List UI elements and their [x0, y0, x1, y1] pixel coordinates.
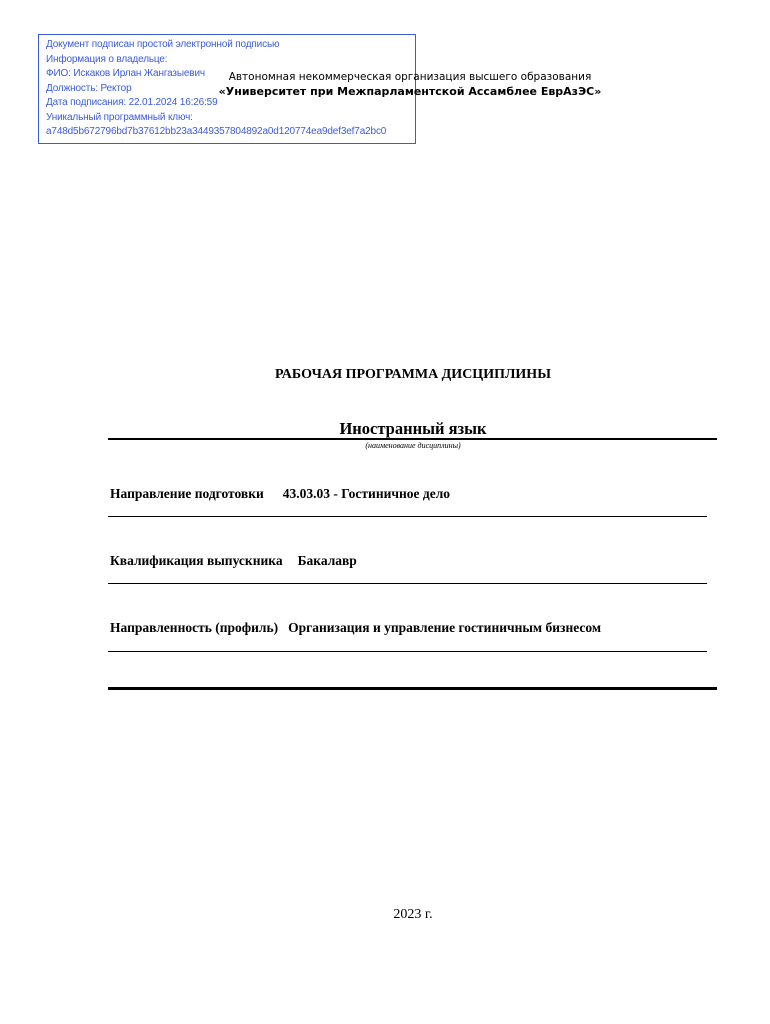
organization-name: «Университет при Межпарламентской Ассамблее ЕврАзЭС»	[218, 85, 602, 98]
stamp-owner-position: Должность: Ректор	[46, 82, 132, 94]
stamp-signing-date: Дата подписания: 22.01.2024 16:26:59	[46, 97, 218, 108]
field-direction	[110, 486, 450, 502]
stamp-key-value: a748d5b672796bd7b37612bb23a3449357804892a0d120774ea9def3ef7a2bc0	[46, 126, 387, 137]
discipline-underline	[108, 438, 717, 440]
section-divider	[108, 687, 717, 690]
qualification-value: Бакалавр	[297, 553, 357, 568]
direction-underline	[108, 516, 707, 517]
direction-value: 43.03.03 - Гостиничное дело	[282, 486, 451, 501]
field-qualification	[110, 553, 357, 569]
field-profile	[110, 620, 601, 636]
stamp-key-label: Уникальный программный ключ:	[46, 111, 193, 123]
discipline-name: Иностранный язык	[339, 419, 487, 438]
discipline-caption: (наименование дисциплины)	[365, 441, 461, 450]
stamp-owner-name: ФИО: Искаков Ирлан Жангазыевич	[46, 68, 205, 79]
organization-type: Автономная некоммерческая организация высшего образования	[228, 71, 592, 83]
qualification-label: Квалификация выпускника	[110, 553, 283, 568]
document-year: 2023 г.	[393, 907, 433, 922]
document-title: РАБОЧАЯ ПРОГРАММА ДИСЦИПЛИНЫ	[275, 367, 551, 382]
direction-label: Направление подготовки	[110, 486, 264, 501]
profile-label: Направленность (профиль)	[110, 620, 279, 635]
qualification-underline	[108, 583, 707, 584]
stamp-header: Документ подписан простой электронной подписью	[46, 39, 280, 50]
stamp-owner-info-label: Информация о владельце:	[46, 53, 168, 65]
profile-value: Организация и управление гостиничным бизнесом	[288, 620, 602, 635]
profile-underline	[108, 651, 707, 652]
organization-header	[210, 70, 610, 100]
